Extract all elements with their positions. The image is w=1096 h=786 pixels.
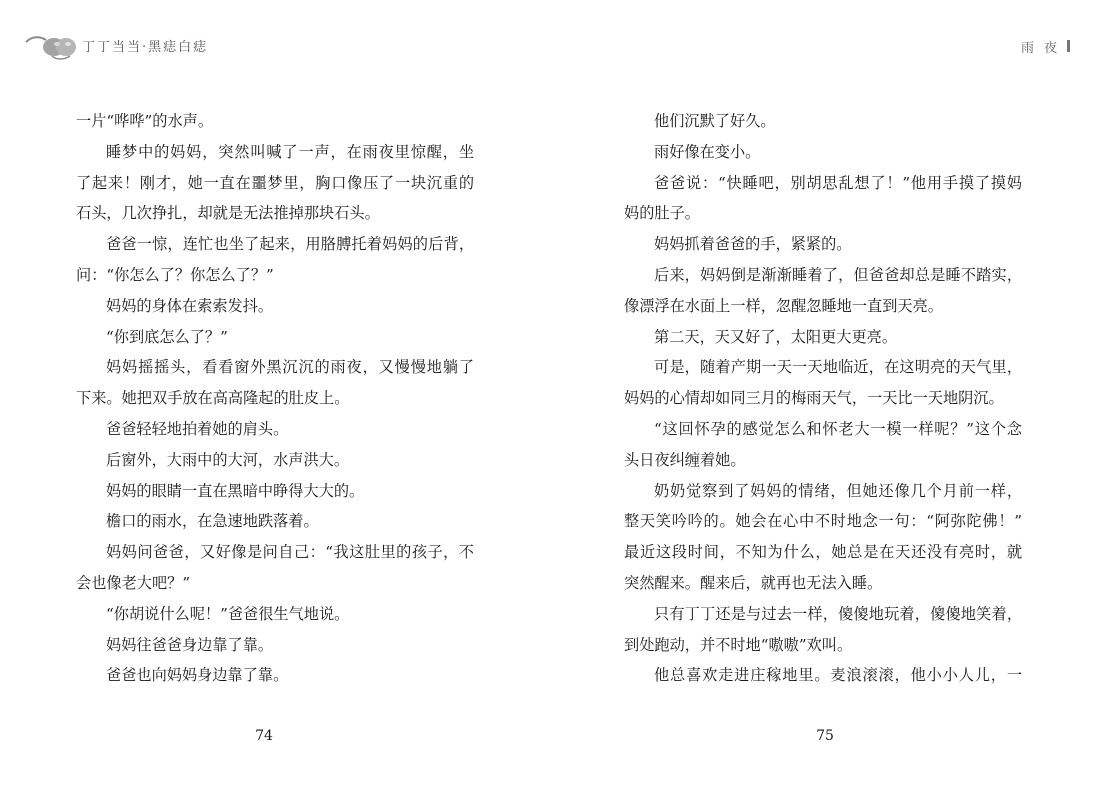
text-line: 雨好像在变小。 — [654, 142, 761, 161]
right-page — [548, 0, 1096, 786]
text-line: 他总喜欢走进庄稼地里。麦浪滚滚，他小小人儿，一 — [654, 666, 1022, 685]
text-line: 会也像老大吧？” — [76, 573, 191, 592]
text-line: 后来，妈妈倒是渐渐睡着了，但爸爸却总是睡不踏实， — [654, 265, 1022, 284]
text-line: 第二天，天又好了，太阳更大更亮。 — [654, 327, 897, 346]
text-line: 檐口的雨水，在急速地跌落着。 — [106, 512, 319, 531]
text-line: 爸爸轻轻地拍着她的肩头。 — [106, 419, 289, 438]
gourd-logo-icon — [24, 30, 80, 64]
text-line: 了起来！刚才，她一直在噩梦里，胸口像压了一块沉重的 — [76, 173, 474, 192]
right-page-text — [624, 106, 1022, 691]
text-line: 整天笑吟吟的。她会在心中不时地念一句：“阿弥陀佛！” — [624, 512, 1022, 531]
text-line: 奶奶觉察到了妈妈的情绪，但她还像几个月前一样， — [654, 481, 1022, 500]
text-line: 妈妈的眼睛一直在黑暗中睁得大大的。 — [106, 481, 365, 500]
text-line: “你到底怎么了？” — [106, 327, 228, 346]
text-line: 石头，几次挣扎，却就是无法推掉那块石头。 — [76, 204, 380, 223]
text-line: 下来。她把双手放在高高隆起的肚皮上。 — [76, 389, 350, 408]
text-line: 头日夜纠缠着她。 — [624, 450, 746, 469]
text-line: 妈妈抓着爸爸的手，紧紧的。 — [654, 235, 852, 254]
text-line: 爸爸也向妈妈身边靠了靠。 — [106, 666, 289, 685]
text-line: 妈妈往爸爸身边靠了靠。 — [106, 635, 274, 654]
text-line: 后窗外，大雨中的大河，水声洪大。 — [106, 450, 349, 469]
page-number-left: 74 — [255, 728, 273, 744]
text-line: 妈的肚子。 — [624, 204, 700, 223]
text-line: 只有丁丁还是与过去一样，傻傻地玩着，傻傻地笑着， — [654, 604, 1022, 623]
page-number-right: 75 — [816, 728, 834, 744]
text-line: 突然醒来。醒来后，就再也无法入睡。 — [624, 573, 883, 592]
text-line: 到处跑动，并不时地“嗷嗷”欢叫。 — [624, 635, 853, 654]
chapter-marker — [1067, 40, 1070, 52]
text-line: 问：“你怎么了？你怎么了？” — [76, 265, 274, 284]
series-title: 丁丁当当·黑痣白痣 — [82, 40, 209, 55]
text-line: “这回怀孕的感觉怎么和怀老大一模一样呢？”这个念 — [654, 419, 1022, 438]
text-line: 最近这段时间，不知为什么，她总是在天还没有亮时，就 — [624, 543, 1022, 562]
text-line: 一片“哗哗”的水声。 — [76, 112, 214, 130]
text-line: 爸爸说：“快睡吧，别胡思乱想了！”他用手摸了摸妈 — [654, 173, 1022, 192]
text-line: 他们沉默了好久。 — [654, 112, 776, 130]
chapter-title: 雨夜 — [1020, 40, 1067, 56]
text-line: 睡梦中的妈妈，突然叫喊了一声，在雨夜里惊醒，坐 — [106, 142, 474, 161]
left-page-text — [76, 106, 474, 691]
text-line: 可是，随着产期一天一天地临近，在这明亮的天气里， — [654, 358, 1022, 377]
text-line: 妈妈问爸爸，又好像是问自己：“我这肚里的孩子，不 — [106, 543, 474, 562]
text-line: 像漂浮在水面上一样，忽醒忽睡地一直到天亮。 — [624, 296, 943, 315]
text-line: 妈妈的身体在索索发抖。 — [106, 296, 274, 315]
running-header-right — [1021, 38, 1070, 54]
text-line: 妈妈摇摇头，看看窗外黑沉沉的雨夜，又慢慢地躺了 — [106, 358, 474, 377]
text-line: “你胡说什么呢！”爸爸很生气地说。 — [106, 604, 350, 623]
text-line: 爸爸一惊，连忙也坐了起来，用胳膊托着妈妈的后背， — [106, 235, 474, 254]
text-line: 妈妈的心情却如同三月的梅雨天气，一天比一天地阴沉。 — [624, 389, 1004, 408]
